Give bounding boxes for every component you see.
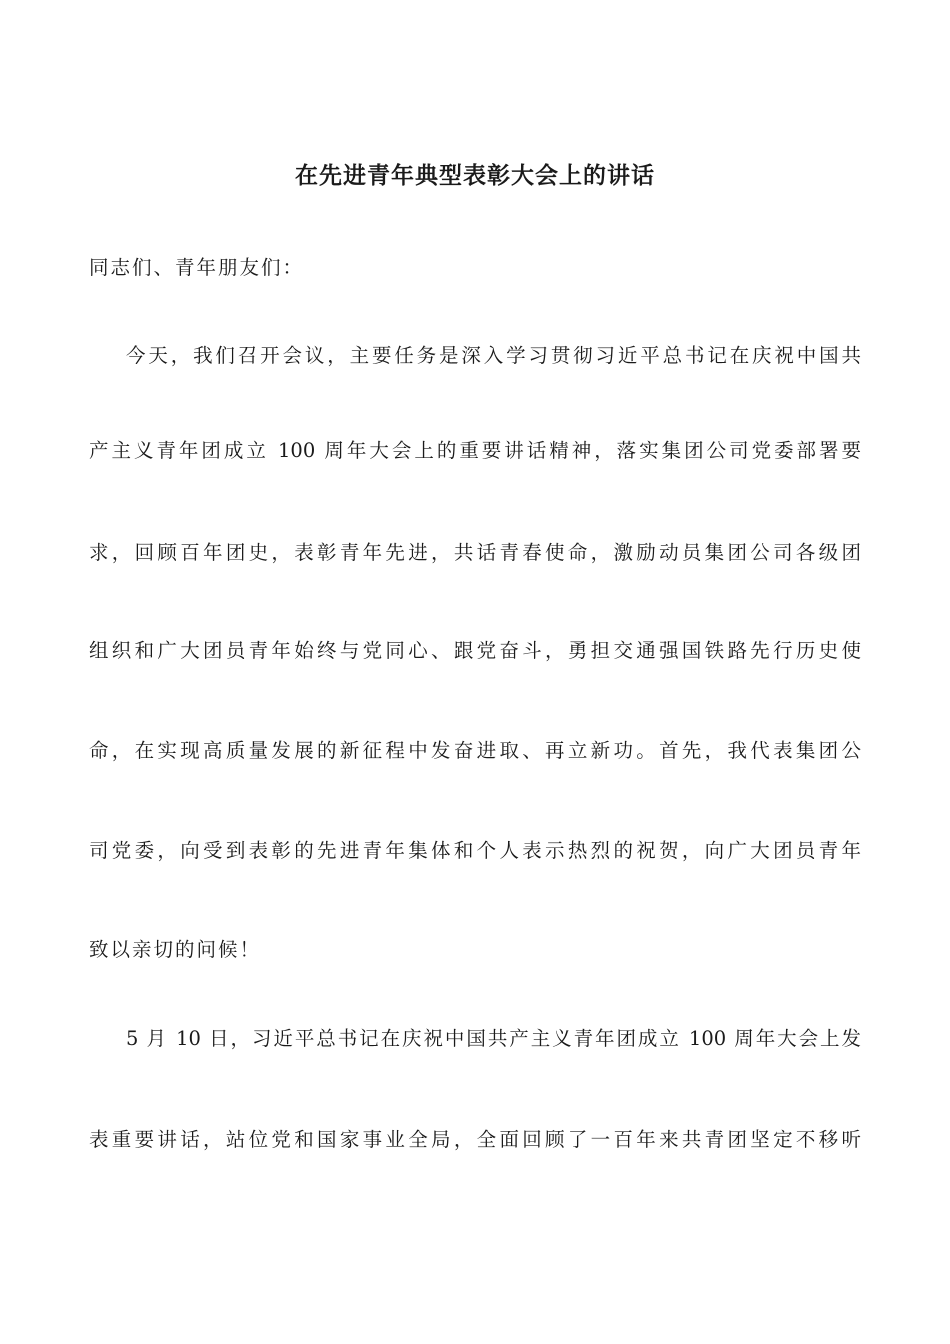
paragraph2-line-1: 5 月 10 日，习近平总书记在庆祝中国共产主义青年团成立 100 周年大会上发	[126, 1027, 861, 1050]
paragraph-line-6: 司党委，向受到表彰的先进青年集体和个人表示热烈的祝贺，向广大团员青年	[89, 839, 861, 862]
document-title: 在先进青年典型表彰大会上的讲话	[295, 162, 655, 189]
salutation: 同志们、青年朋友们：	[89, 256, 305, 279]
paragraph-line-1: 今天，我们召开会议，主要任务是深入学习贯彻习近平总书记在庆祝中国共	[126, 344, 861, 367]
paragraph2-line-2: 表重要讲话，站位党和国家事业全局，全面回顾了一百年来共青团坚定不移听	[89, 1128, 861, 1151]
paragraph-line-2: 产主义青年团成立 100 周年大会上的重要讲话精神，落实集团公司党委部署要	[89, 439, 861, 462]
paragraph-line-3: 求，回顾百年团史，表彰青年先进，共话青春使命，激励动员集团公司各级团	[89, 541, 861, 564]
paragraph-line-4: 组织和广大团员青年始终与党同心、跟党奋斗，勇担交通强国铁路先行历史使	[89, 639, 861, 662]
paragraph-line-5: 命，在实现高质量发展的新征程中发奋进取、再立新功。首先，我代表集团公	[89, 739, 861, 762]
paragraph-line-7: 致以亲切的问候！	[89, 938, 262, 961]
